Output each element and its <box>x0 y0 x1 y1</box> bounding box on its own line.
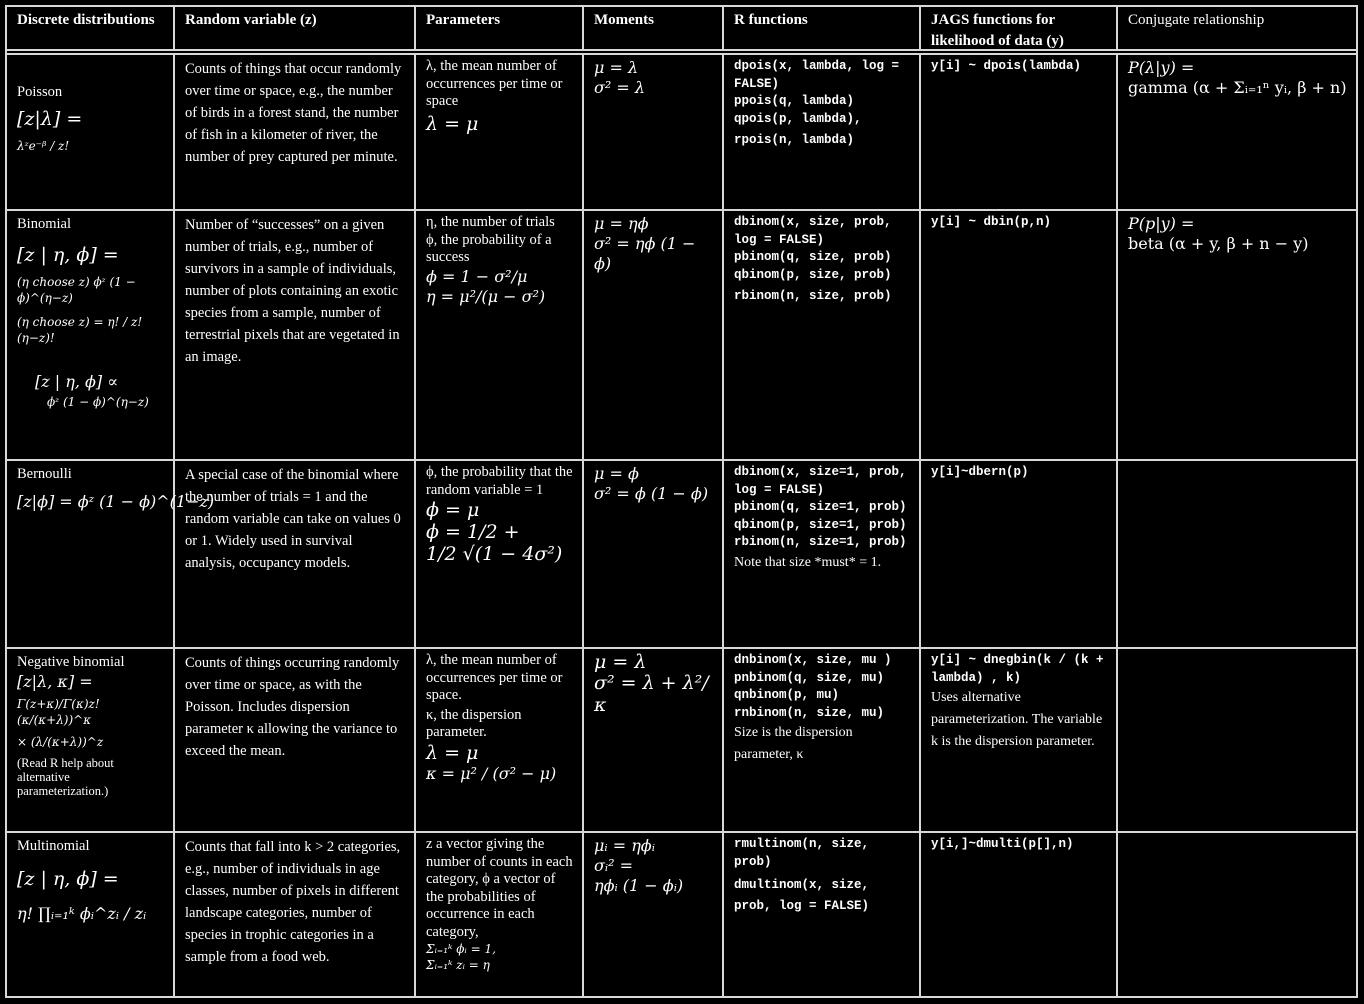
r-functions-cell <box>724 461 921 647</box>
jags-cell <box>921 461 1118 647</box>
header-row <box>7 7 1356 51</box>
parameter-equation: ϕ = μ <box>426 499 480 521</box>
random-variable-description: Counts that fall into k > 2 categories, e.g., number of individuals in age classes, number of pixels in different landscape categories, number of species in trophic categories in a sample from a food web. <box>175 833 416 996</box>
jags-note: Uses alternative parameterization. The variable k is the dispersion parameter. <box>931 690 1103 749</box>
parameter-equation: ϕ = 1/2 + <box>426 521 520 543</box>
pmf-formula: [z|λ] = <box>17 108 83 130</box>
formula-note: (Read R help about alternative parameterization.) <box>17 756 114 798</box>
r-function: pnbinom(q, size, mu) <box>734 670 885 685</box>
moment-mean: μ = λ <box>594 58 639 77</box>
random-variable-description: A special case of the binomial where the number of trials = 1 and the random variable can take on values 0 or 1. Widely used in survival analysis, occupancy models. <box>175 461 416 647</box>
random-variable-description: Counts of things that occur randomly over time or space, e.g., the number of birds in a forest stand, the number of fish in a kilometer of river, the number of prey captured per minute. <box>175 55 416 209</box>
distribution-cell <box>7 833 175 996</box>
moments-cell <box>584 649 724 831</box>
distribution-cell <box>7 461 215 647</box>
moment-variance: σ² = λ + λ²/κ <box>594 672 709 716</box>
conjugate-distribution: gamma (α + Σᵢ₌₁ⁿ yᵢ, β + n) <box>1128 78 1347 97</box>
parameter-equation: 1/2 √(1 − 4σ²) <box>426 543 563 565</box>
r-function: dpois(x, lambda, log = FALSE) <box>734 59 907 91</box>
conjugate-distribution: beta (α + y, β + n − y) <box>1128 234 1309 253</box>
moments-cell <box>584 211 724 459</box>
r-function: rnbinom(n, size, mu) <box>734 705 885 720</box>
r-function: ppois(q, lambda) <box>734 94 855 108</box>
proportional-expression: ϕᶻ (1 − ϕ)^(η−z) <box>47 395 149 409</box>
parameter-description: λ, the mean number of occurrences per time or space. <box>426 652 563 703</box>
parameter-equation: ϕ = 1 − σ²/μ <box>426 266 528 286</box>
table-row-negative-binomial <box>7 649 1356 833</box>
parameters-cell <box>416 833 584 996</box>
parameter-equation: λ = μ <box>426 112 479 135</box>
table-row-multinomial <box>7 833 1356 996</box>
moment-mean: μ = ϕ <box>594 464 639 483</box>
jags-function: y[i] ~ dbin(p,n) <box>931 215 1052 229</box>
r-function: dbinom(x, size=1, prob, log = FALSE) <box>734 465 915 497</box>
pmf-formula-expression: (η choose z) ϕᶻ (1 − ϕ)^(η−z) <box>17 275 136 305</box>
parameter-description: λ, the mean number of occurrences per time or space <box>426 58 563 109</box>
moment-variance-expression: ηϕᵢ (1 − ϕᵢ) <box>594 876 684 895</box>
r-functions-cell <box>724 833 921 996</box>
parameters-cell <box>416 461 584 647</box>
distribution-name: Bernoulli <box>17 466 72 482</box>
pmf-formula-expression: λᶻe⁻ᵝ / z! <box>17 139 70 153</box>
moments-cell <box>584 461 724 647</box>
conjugate-posterior: P(p|y) = <box>1128 214 1195 233</box>
r-function: dmultinom(x, size, prob, log = FALSE) <box>734 878 877 913</box>
conjugate-cell <box>1118 833 1358 996</box>
r-function: qpois(p, lambda), <box>734 111 862 126</box>
moment-variance: σ² = ϕ (1 − ϕ) <box>594 484 709 503</box>
moment-mean: μᵢ = ηϕᵢ <box>594 836 655 855</box>
header-conjugate: Conjugate relationship <box>1128 12 1265 28</box>
pmf-formula: [z|λ, κ] = <box>17 672 93 691</box>
r-function: rpois(n, lambda) <box>734 133 855 147</box>
conjugate-cell <box>1118 461 1358 647</box>
table-row-poisson <box>7 55 1356 211</box>
parameters-cell <box>416 649 584 831</box>
distribution-cell <box>7 211 175 459</box>
jags-cell <box>921 211 1118 459</box>
table-row-bernoulli <box>7 461 1356 649</box>
pmf-formula-expression: η! ∏ᵢ₌₁ᵏ ϕᵢ^zᵢ / zᵢ <box>17 904 147 923</box>
pmf-formula: [z | η, ϕ] = <box>17 244 119 266</box>
moment-mean: μ = λ <box>594 651 647 673</box>
binomial-coefficient: (η choose z) = η! / z!(η−z)! <box>17 315 143 345</box>
jags-function: y[i,]~dmulti(p[],n) <box>931 837 1074 851</box>
conjugate-posterior: P(λ|y) = <box>1128 58 1195 77</box>
pmf-formula-expression: × (λ/(κ+λ))^z <box>17 735 104 749</box>
r-functions-cell <box>724 649 921 831</box>
header-random-variable: Random variable (z) <box>175 7 416 51</box>
distribution-name: Multinomial <box>17 838 90 854</box>
r-note: Note that size *must* = 1. <box>734 554 882 570</box>
parameter-description: η, the number of trials <box>426 214 555 230</box>
moment-variance: σ² = ηϕ (1 − ϕ) <box>594 234 696 273</box>
header-r-functions: R functions <box>724 7 921 51</box>
header-parameters: Parameters <box>416 7 584 51</box>
parameter-equation: λ = μ <box>426 741 479 764</box>
jags-cell <box>921 649 1118 831</box>
distribution-cell <box>7 55 175 209</box>
parameter-equation: Σᵢ₌₁ᵏ ϕᵢ = 1, <box>426 942 496 956</box>
jags-cell <box>921 833 1118 996</box>
header-jags: JAGS functions for likelihood of data (y) <box>921 7 1118 51</box>
proportional-formula: [z | η, ϕ] ∝ <box>35 372 119 391</box>
jags-function: y[i] ~ dpois(lambda) <box>931 59 1082 73</box>
r-function: dbinom(x, size, prob, log = FALSE) <box>734 215 900 247</box>
parameter-equation: η = μ²/(μ − σ²) <box>426 286 546 306</box>
random-variable-description: Number of “successes” on a given number of trials, e.g., number of survivors in a sample of individuals, number of plots containing an exotic species from a sample, number of terrestrial pixels that are vegetated in an image. <box>175 211 416 459</box>
moment-variance: σ² = λ <box>594 78 646 97</box>
jags-function: y[i]~dbern(p) <box>931 465 1029 479</box>
moments-cell <box>584 833 724 996</box>
conjugate-cell <box>1118 649 1358 831</box>
jags-function: y[i] ~ dnegbin(k / (k + lambda) , k) <box>931 653 1112 685</box>
moment-variance: σᵢ² = <box>594 856 634 875</box>
distribution-name: Poisson <box>17 84 63 100</box>
r-function: qnbinom(p, mu) <box>734 688 840 702</box>
parameters-cell <box>416 211 584 459</box>
r-functions-cell <box>724 55 921 209</box>
parameter-description: z a vector giving the number of counts in each category, ϕ a vector of the probabilities of occurrence in each category, <box>426 836 573 940</box>
parameter-description: ϕ, the probability of a success <box>426 231 552 265</box>
r-function: dnbinom(x, size, mu ) <box>734 653 892 667</box>
conjugate-cell <box>1118 55 1358 209</box>
pmf-formula: [z|ϕ] = ϕᶻ (1 − ϕ)^(1−z) <box>17 492 215 511</box>
r-function: pbinom(q, size, prob) <box>734 250 892 264</box>
table-row-binomial <box>7 211 1356 461</box>
parameter-equation: κ = μ² / (σ² − μ) <box>426 763 557 783</box>
r-function: qbinom(p, size=1, prob) <box>734 517 907 532</box>
header-divider-top <box>7 49 1356 51</box>
r-function: rbinom(n, size=1, prob) <box>734 535 907 549</box>
pmf-formula: [z | η, ϕ] = <box>17 868 119 890</box>
parameter-description: κ, the dispersion parameter. <box>426 706 522 740</box>
parameter-description: ϕ, the probability that the random variable = 1 <box>426 464 573 498</box>
moment-mean: μ = ηϕ <box>594 214 649 233</box>
parameter-equation: Σᵢ₌₁ᵏ zᵢ = η <box>426 958 490 972</box>
r-function: pbinom(q, size=1, prob) <box>734 500 907 514</box>
distribution-cell <box>7 649 175 831</box>
r-function: qbinom(p, size, prob) <box>734 267 892 282</box>
r-function: rbinom(n, size, prob) <box>734 289 892 303</box>
random-variable-description: Counts of things occurring randomly over time or space, as with the Poisson. Includes dispersion parameter κ allowing the variance to exceed the mean. <box>175 649 416 831</box>
header-distribution: Discrete distributions <box>7 7 175 51</box>
moments-cell <box>584 55 724 209</box>
parameters-cell <box>416 55 584 209</box>
r-note: Size is the dispersion parameter, κ <box>734 725 853 762</box>
r-functions-cell <box>724 211 921 459</box>
jags-cell <box>921 55 1118 209</box>
distribution-name: Binomial <box>17 216 71 232</box>
header-moments: Moments <box>584 7 724 51</box>
pmf-formula-expression: Γ(z+κ)/Γ(κ)z! (κ/(κ+λ))^κ <box>17 697 100 727</box>
r-function: rmultinom(n, size, prob) <box>734 837 877 869</box>
conjugate-cell <box>1118 211 1358 459</box>
distributions-table <box>5 5 1358 998</box>
distribution-name: Negative binomial <box>17 654 125 670</box>
